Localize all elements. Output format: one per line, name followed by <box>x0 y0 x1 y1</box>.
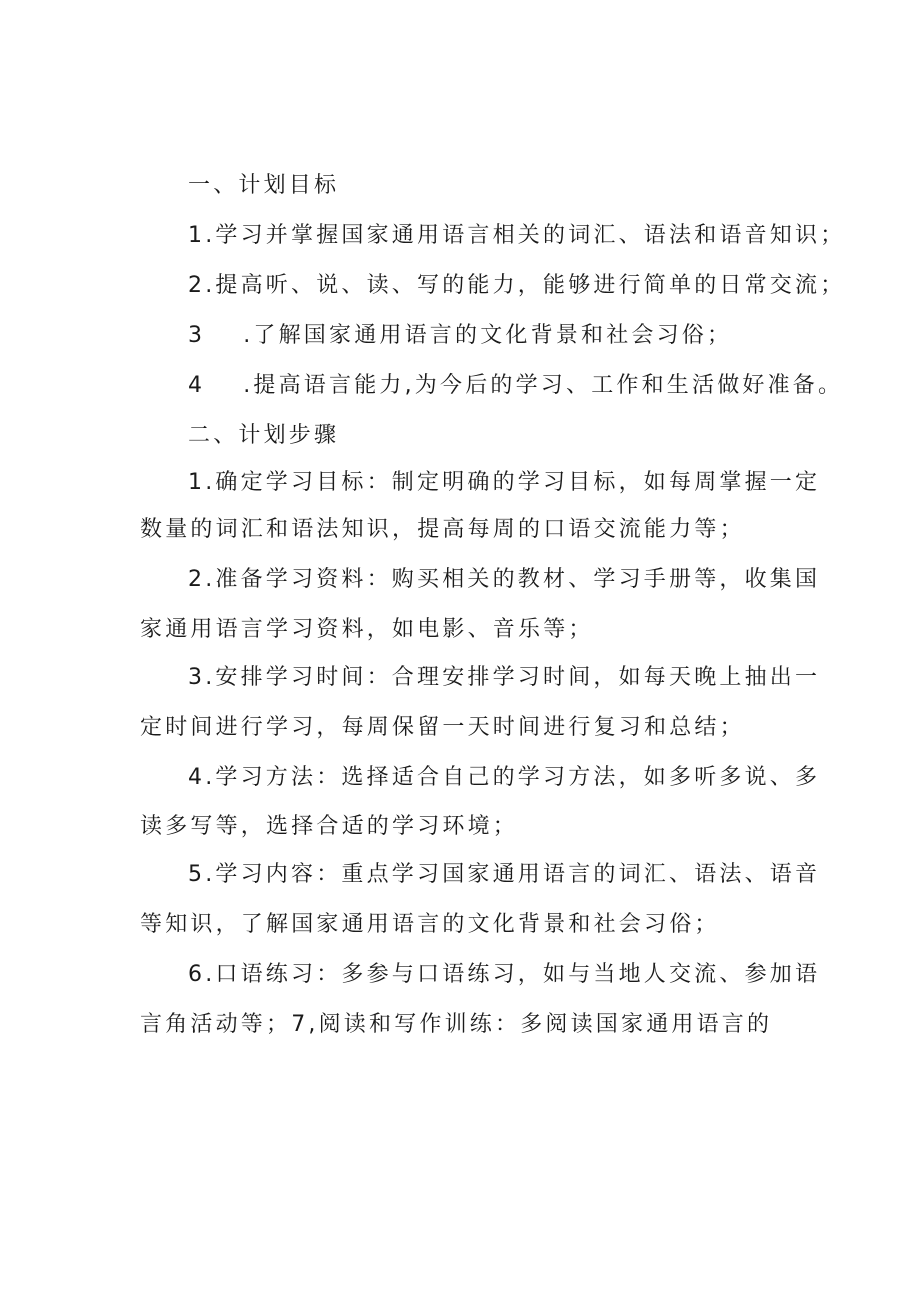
step-4-line-2: 读多写等，选择合适的学习环境； <box>140 814 519 839</box>
goal-item-2 <box>188 271 845 301</box>
goal-item-text: .提高听、说、读、写的能力，能够进行简单的日常交流； <box>205 273 846 298</box>
step-6-line-1: 6.口语练习：多参与口语练习，如与当地人交流、参加语 <box>188 962 821 987</box>
goal-item-text: .学习并掌握国家通用语言相关的词汇、语法和语音知识； <box>205 223 846 248</box>
step-6-line-2: 言角活动等；7,阅读和写作训练：多阅读国家通用语言的 <box>140 1012 773 1037</box>
step-5-line-1: 5.学习内容：重点学习国家通用语言的词汇、语法、语音 <box>188 862 821 887</box>
goal-item-3 <box>188 321 732 351</box>
goal-item-number: 1 <box>188 223 206 248</box>
goal-item-number: 3 <box>188 323 206 348</box>
step-1-line-1: 1.确定学习目标：制定明确的学习目标，如每周掌握一定 <box>188 470 821 495</box>
step-5-line-2: 等知识，了解国家通用语言的文化背景和社会习俗； <box>140 912 720 937</box>
goal-item-text: .了解国家通用语言的文化背景和社会习俗； <box>243 323 733 348</box>
step-2-line-2: 家通用语言学习资料，如电影、音乐等； <box>140 617 594 642</box>
step-2-line-1: 2.准备学习资料：购买相关的教材、学习手册等，收集国 <box>188 567 821 592</box>
step-3-line-2: 定时间进行学习，每周保留一天时间进行复习和总结； <box>140 715 745 740</box>
goal-item-1 <box>188 221 845 251</box>
step-4-line-1: 4.学习方法：选择适合自己的学习方法，如多听多说、多 <box>188 765 821 790</box>
step-3-line-1: 3.安排学习时间：合理安排学习时间，如每天晚上抽出一 <box>188 665 821 690</box>
step-1-line-2: 数量的词汇和语法知识，提高每周的口语交流能力等； <box>140 517 745 542</box>
section1-heading: 一、计划目标 <box>188 173 340 198</box>
goal-item-number: 4 <box>188 373 206 398</box>
goal-item-4 <box>188 371 843 401</box>
goal-item-text: .提高语言能力,为今后的学习、工作和生活做好准备。 <box>243 373 844 398</box>
section2-heading: 二、计划步骤 <box>188 423 340 448</box>
goal-item-number: 2 <box>188 273 206 298</box>
